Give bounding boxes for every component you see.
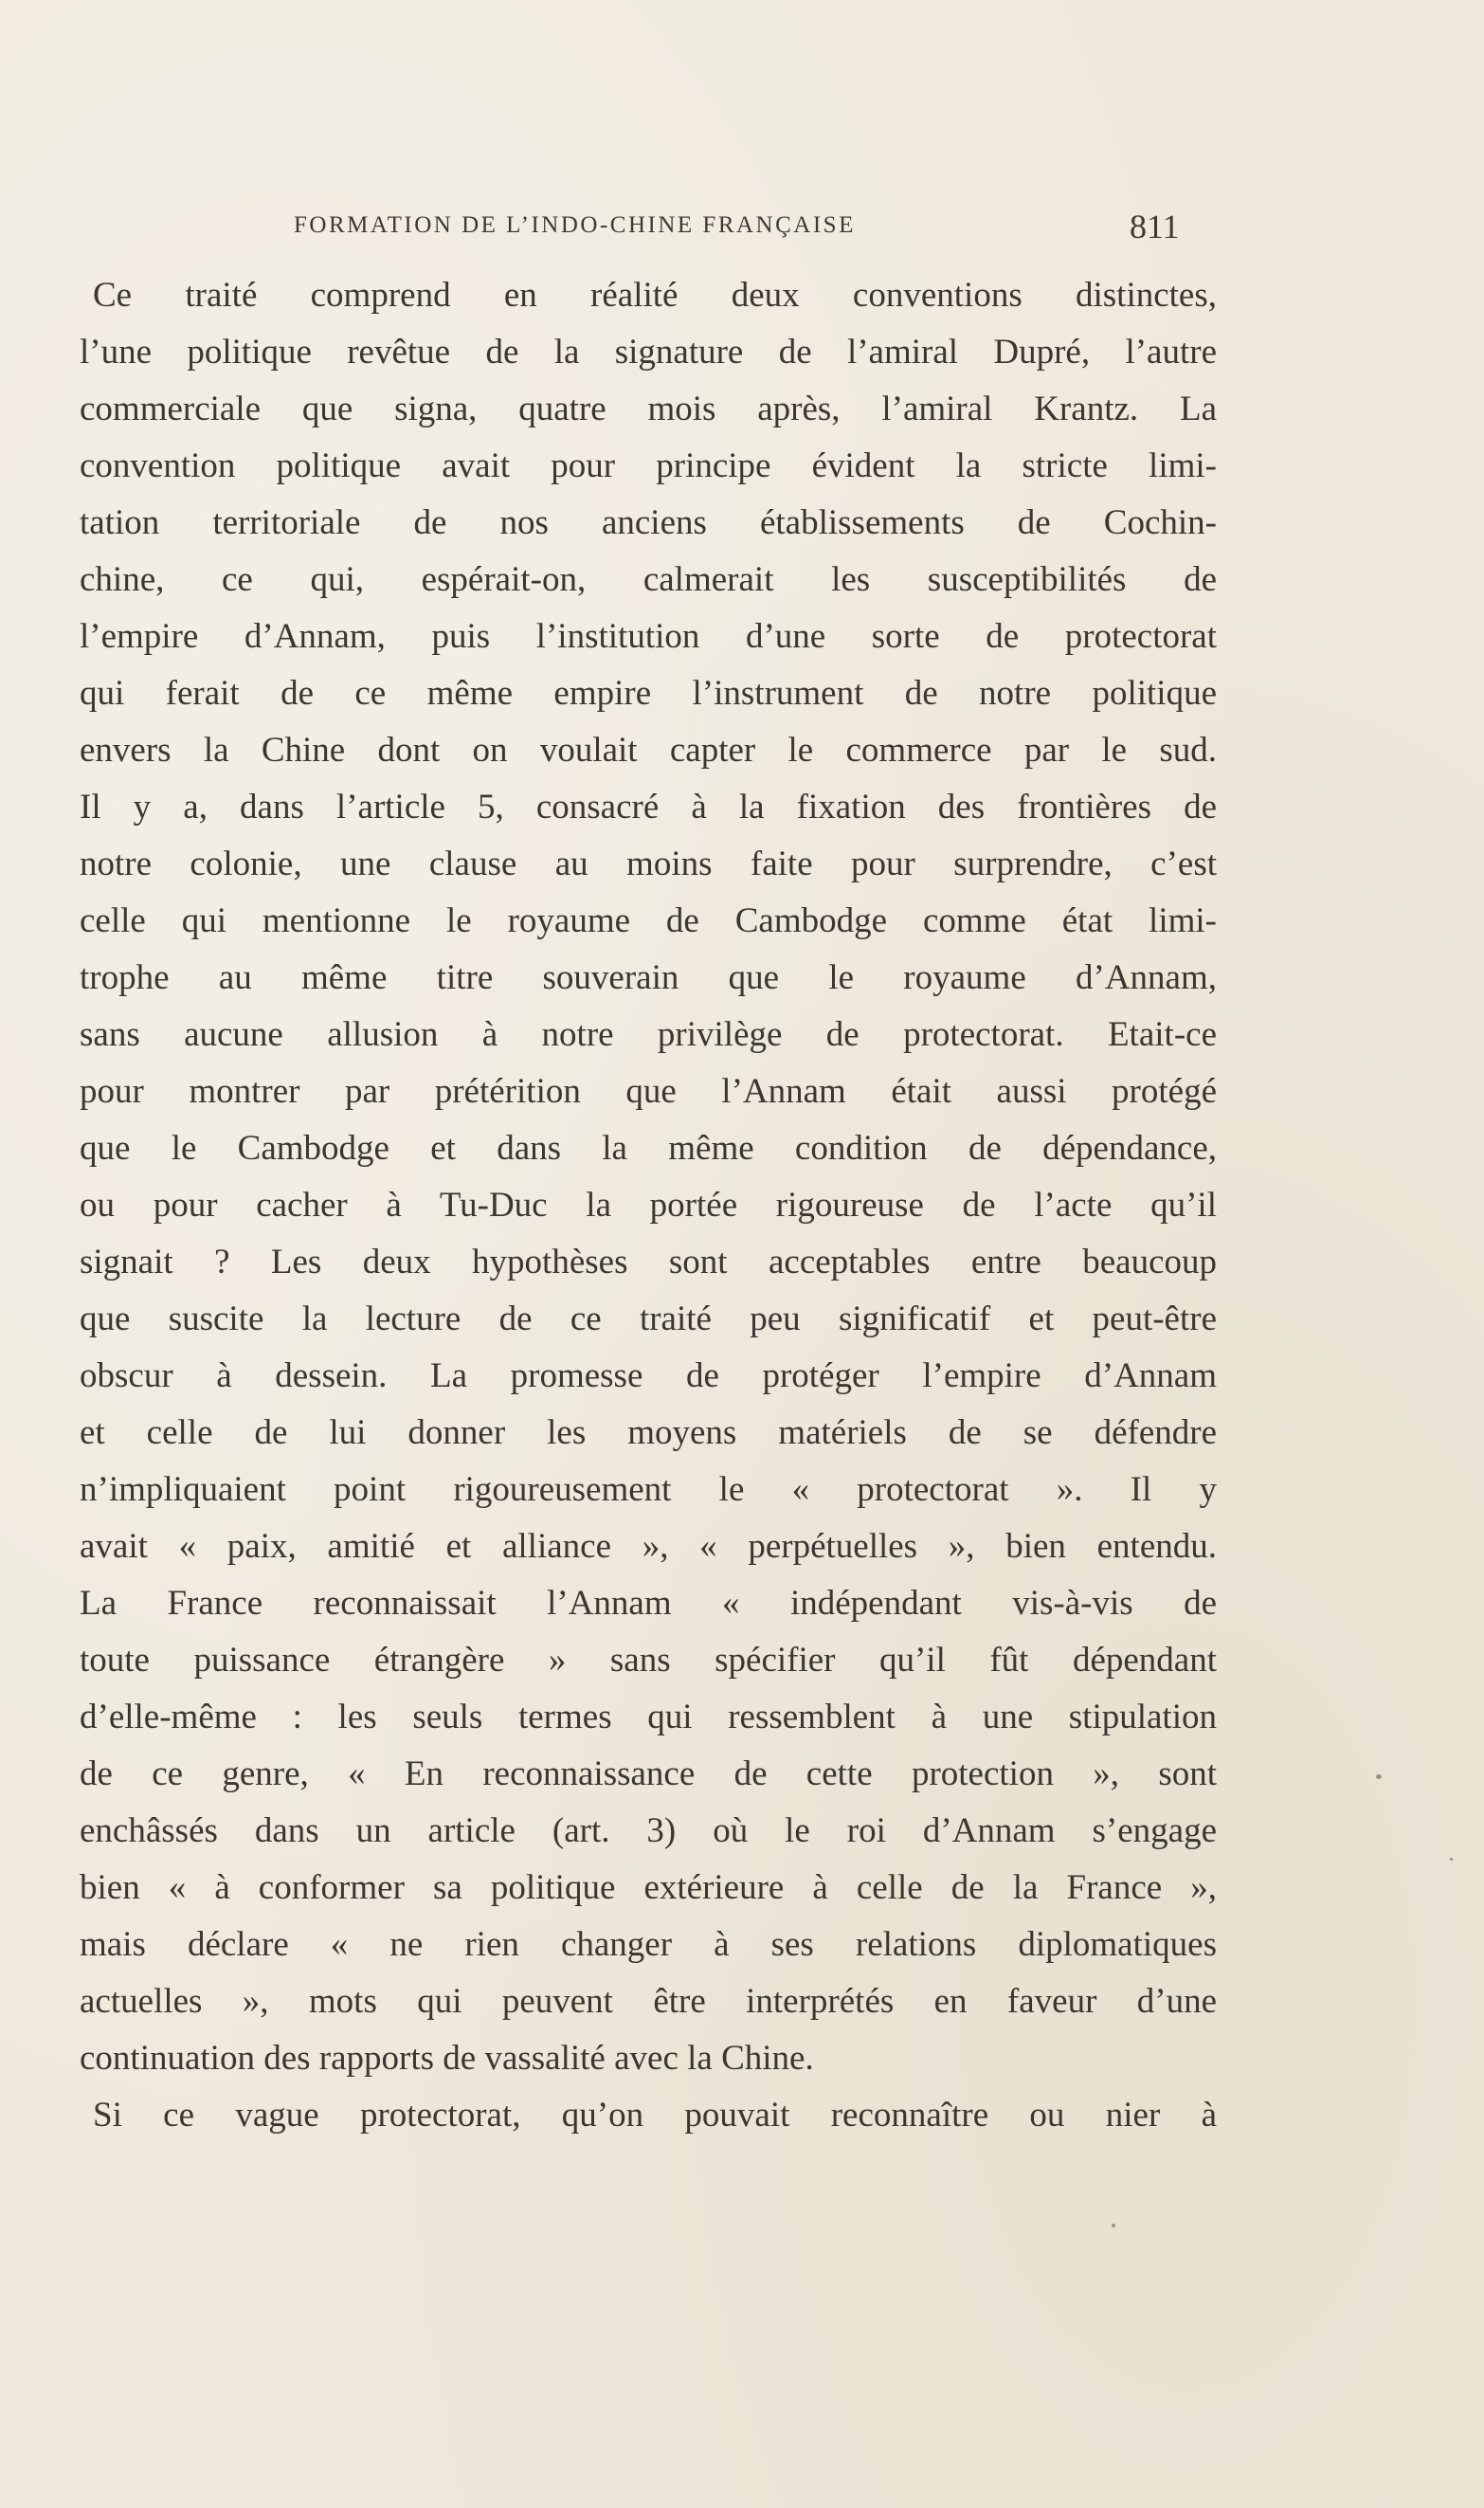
text-line: ou pour cacher à Tu-Duc la portée rigoureuse de l’acte qu’il [80,1186,1217,1225]
text-line: celle qui mentionne le royaume de Cambodge comme état limi- [80,901,1217,940]
text-line: obscur à dessein. La promesse de protéger l’empire d’Annam [80,1356,1217,1395]
text-line: d’elle-même : les seuls termes qui ressemblent à une stipulation [80,1698,1217,1736]
text-line: continuation des rapports de vassalité avec la Chine. [80,2039,814,2078]
text-line: signait ? Les deux hypothèses sont acceptables entre beaucoup [80,1243,1217,1281]
text-line: que le Cambodge et dans la même condition de dépendance, [80,1129,1217,1168]
text-line: Ce traité comprend en réalité deux conventions distinctes, [93,276,1217,315]
text-line: de ce genre, « En reconnaissance de cette protection », sont [80,1754,1217,1793]
text-line: commerciale que signa, quatre mois après, l’amiral Krantz. La [80,390,1217,428]
text-line: mais déclare « ne rien changer à ses relations diplomatiques [80,1925,1217,1964]
page-number: 811 [1130,208,1180,245]
running-title: FORMATION DE L’INDO-CHINE FRANÇAISE [294,212,856,238]
text-line: chine, ce qui, espérait-on, calmerait les susceptibilités de [80,560,1217,599]
text-line: que suscite la lecture de ce traité peu significatif et peut-être [80,1299,1217,1338]
text-line: avait « paix, amitié et alliance », « perpétuelles », bien entendu. [80,1527,1217,1566]
text-line: La France reconnaissait l’Annam « indépendant vis-à-vis de [80,1584,1217,1623]
text-line: n’impliquaient point rigoureusement le « protectorat ». Il y [80,1470,1217,1509]
paper-speck [1376,1774,1382,1779]
text-line: qui ferait de ce même empire l’instrument de notre politique [80,674,1217,713]
text-line: bien « à conformer sa politique extérieure à celle de la France », [80,1868,1217,1907]
text-line: l’une politique revêtue de la signature de l’amiral Dupré, l’autre [80,333,1217,372]
paper-speck [1112,2224,1115,2227]
text-line: toute puissance étrangère » sans spécifier qu’il fût dépendant [80,1641,1217,1680]
text-line: et celle de lui donner les moyens matériels de se défendre [80,1413,1217,1452]
text-line: actuelles », mots qui peuvent être interprétés en faveur d’une [80,1982,1217,2021]
text-line: enchâssés dans un article (art. 3) où le roi d’Annam s’engage [80,1811,1217,1850]
text-line: tation territoriale de nos anciens établissements de Cochin- [80,503,1217,542]
text-line: convention politique avait pour principe évident la stricte limi- [80,446,1217,485]
text-line: pour montrer par prétérition que l’Annam était aussi protégé [80,1072,1217,1111]
text-line: Il y a, dans l’article 5, consacré à la fixation des frontières de [80,788,1217,827]
text-line: sans aucune allusion à notre privilège de protectorat. Etait-ce [80,1015,1217,1054]
text-line: envers la Chine dont on voulait capter le commerce par le sud. [80,731,1217,770]
page-header [0,207,1484,248]
text-line: l’empire d’Annam, puis l’institution d’une sorte de protectorat [80,617,1217,656]
paper-speck [1450,1858,1453,1861]
text-line: notre colonie, une clause au moins faite pour surprendre, c’est [80,845,1217,883]
text-line: Si ce vague protectorat, qu’on pouvait reconnaître ou nier à [93,2096,1217,2135]
text-line: trophe au même titre souverain que le royaume d’Annam, [80,958,1217,997]
